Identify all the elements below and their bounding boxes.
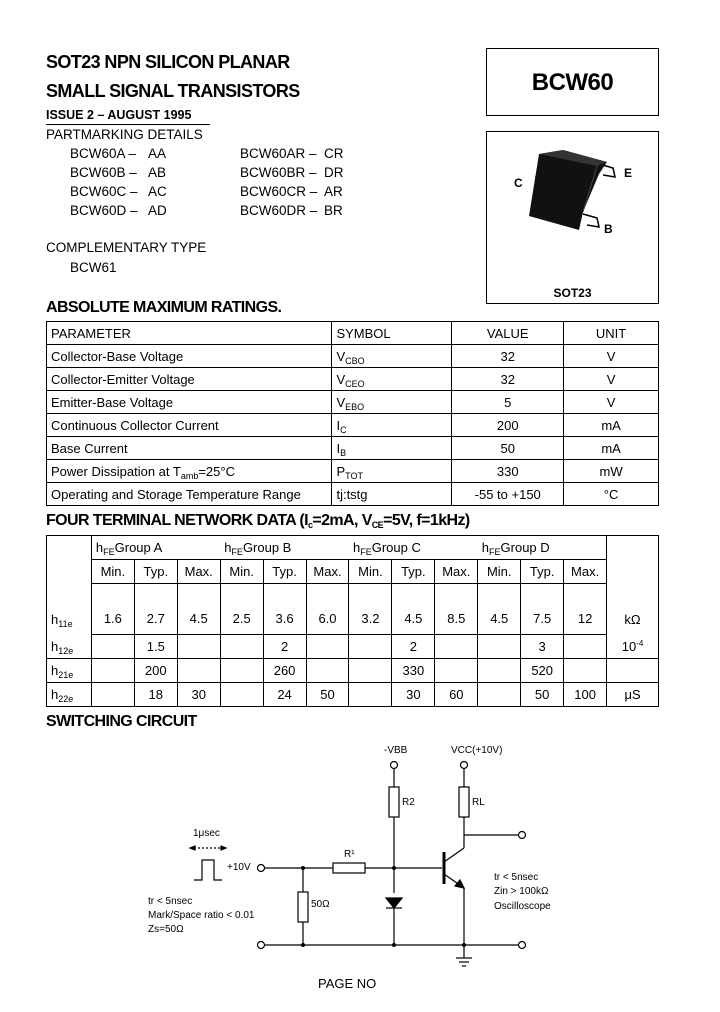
partmark-code: AB xyxy=(148,165,167,180)
page-number: PAGE NO xyxy=(318,976,377,991)
value-cell: 60 xyxy=(435,683,478,707)
note-line: tr < 5nsec xyxy=(494,872,539,883)
value-cell: 32 xyxy=(452,345,564,368)
param-cell xyxy=(47,635,92,659)
value-cell: 50 xyxy=(521,683,564,707)
partmark-part: BCW60D – xyxy=(70,203,138,218)
value-cell: 2 xyxy=(392,635,435,659)
group-label: Group B xyxy=(242,540,292,555)
table-row xyxy=(47,635,659,659)
ratings-heading: ABSOLUTE MAXIMUM RATINGS. xyxy=(46,299,282,316)
param-cell xyxy=(47,659,92,683)
value-cell: 2 xyxy=(263,635,306,659)
value-cell xyxy=(177,635,220,659)
value-cell: 5 xyxy=(452,391,564,414)
symbol-main: I xyxy=(336,440,341,456)
param-cell xyxy=(47,460,332,483)
group-sub: FE xyxy=(489,547,501,557)
issue-underline xyxy=(46,124,210,125)
unit-main: kΩ xyxy=(624,611,641,627)
pulse-width-label: 1μsec xyxy=(193,828,220,839)
partmark-part: BCW60B – xyxy=(70,165,137,180)
value-cell: 4.5 xyxy=(177,584,220,635)
table-row xyxy=(47,437,659,460)
value-cell xyxy=(564,659,607,683)
group-label: Group A xyxy=(114,540,163,555)
symbol-sub: B xyxy=(340,447,347,458)
unit-main: 10 xyxy=(621,638,637,654)
value-cell xyxy=(478,659,521,683)
heading-part-b: =2mA, V xyxy=(312,512,372,529)
param-cell: Base Current xyxy=(47,437,332,460)
param-h: h xyxy=(51,687,59,702)
param-h: h xyxy=(51,638,59,654)
heading-part-c: =5V, f=1kHz) xyxy=(383,512,470,529)
typ-label: Typ. xyxy=(521,560,564,584)
input-voltage-label: +10V xyxy=(227,862,251,873)
param-cell: Collector-Base Voltage xyxy=(47,345,332,368)
symbol-main: I xyxy=(336,417,341,433)
symbol-sub: C xyxy=(340,424,347,435)
value-cell: 3.2 xyxy=(349,584,392,635)
value-cell xyxy=(220,635,263,659)
value-cell: 30 xyxy=(392,683,435,707)
value-cell xyxy=(91,659,134,683)
value-cell: 32 xyxy=(452,368,564,391)
value-cell: 4.5 xyxy=(392,584,435,635)
group-h: h xyxy=(481,540,490,555)
heading-sub-ce: CE xyxy=(371,520,384,530)
value-cell: 200 xyxy=(452,414,564,437)
symbol-sub: EBO xyxy=(345,401,365,412)
param-sub: amb xyxy=(180,470,199,481)
complementary-heading: COMPLEMENTARY TYPE xyxy=(46,240,207,255)
note-line: Oscilloscope xyxy=(494,901,551,912)
value-cell: -55 to +150 xyxy=(452,483,564,506)
table-row xyxy=(47,368,659,391)
unit-cell xyxy=(607,635,659,659)
partmark-code: CR xyxy=(324,146,344,161)
col-header-value: VALUE xyxy=(452,322,564,345)
symbol-cell xyxy=(332,483,452,506)
part-number: BCW60 xyxy=(531,69,614,96)
unit-cell: V xyxy=(564,368,659,391)
value-cell xyxy=(435,659,478,683)
value-cell: 12 xyxy=(564,584,607,635)
complementary-value: BCW61 xyxy=(70,260,117,275)
pin-c-label: C xyxy=(514,176,523,190)
title-line1: SOT23 NPN SILICON PLANAR xyxy=(46,52,290,72)
group-h: h xyxy=(95,540,104,555)
unit-sup: -4 xyxy=(636,638,644,648)
pin-b-label: B xyxy=(604,222,613,236)
typ-label: Typ. xyxy=(263,560,306,584)
symbol-sub: CBO xyxy=(345,355,365,366)
issue-date: ISSUE 2 – AUGUST 1995 xyxy=(46,108,192,122)
value-cell: 330 xyxy=(392,659,435,683)
min-label: Min. xyxy=(91,560,134,584)
group-sub: FE xyxy=(103,547,115,557)
value-cell xyxy=(478,635,521,659)
max-label: Max. xyxy=(306,560,349,584)
value-cell xyxy=(349,659,392,683)
minmax-header-row xyxy=(47,560,659,584)
param-cell xyxy=(47,584,92,635)
value-cell xyxy=(177,659,220,683)
col-header-parameter: PARAMETER xyxy=(47,322,332,345)
vbb-label: -VBB xyxy=(384,745,408,756)
value-cell: 18 xyxy=(134,683,177,707)
value-cell xyxy=(349,683,392,707)
param-main: Power Dissipation at T xyxy=(51,463,181,479)
max-label: Max. xyxy=(564,560,607,584)
value-cell: 260 xyxy=(263,659,306,683)
col-header-unit: UNIT xyxy=(564,322,659,345)
unit-cell: V xyxy=(564,391,659,414)
value-cell: 100 xyxy=(564,683,607,707)
table-row xyxy=(47,391,659,414)
sot23-package-drawing xyxy=(487,132,657,302)
partmark-code: AR xyxy=(324,184,343,199)
note-line: Zs=50Ω xyxy=(148,924,184,935)
unit-main: μS xyxy=(624,687,641,702)
value-cell: 2.5 xyxy=(220,584,263,635)
unit-cell xyxy=(607,584,659,635)
table-row xyxy=(47,584,659,635)
symbol-main: V xyxy=(336,348,346,364)
note-line: Mark/Space ratio < 0.01 xyxy=(148,910,255,921)
group-sub: FE xyxy=(231,547,243,557)
unit-cell: mW xyxy=(564,460,659,483)
partmark-part: BCW60BR – xyxy=(240,165,317,180)
ratings-header-row xyxy=(47,322,659,345)
unit-cell: mA xyxy=(564,414,659,437)
value-cell xyxy=(349,635,392,659)
group-h: h xyxy=(352,540,361,555)
param-cell: Operating and Storage Temperature Range xyxy=(47,483,332,506)
table-row xyxy=(47,659,659,683)
rl-label: RL xyxy=(472,797,485,808)
r1-label: R¹ xyxy=(344,849,355,860)
param-sub: 22e xyxy=(58,694,74,704)
typ-label: Typ. xyxy=(134,560,177,584)
value-cell: 8.5 xyxy=(435,584,478,635)
corner-cell xyxy=(47,560,92,584)
value-cell xyxy=(306,635,349,659)
group-sub: FE xyxy=(360,547,372,557)
four-terminal-heading xyxy=(46,512,470,530)
title-line2: SMALL SIGNAL TRANSISTORS xyxy=(46,81,300,101)
partmark-code: AD xyxy=(148,203,167,218)
value-cell xyxy=(220,659,263,683)
value-cell: 3 xyxy=(521,635,564,659)
value-cell: 520 xyxy=(521,659,564,683)
group-label: Group C xyxy=(371,540,421,555)
group-b-header xyxy=(220,536,349,560)
partmark-code: AA xyxy=(148,146,167,161)
partmark-part: BCW60CR – xyxy=(240,184,318,199)
value-cell: 3.6 xyxy=(263,584,306,635)
value-cell xyxy=(220,683,263,707)
note-line: tr < 5nsec xyxy=(148,896,193,907)
group-label: Group D xyxy=(500,540,550,555)
partmark-code: DR xyxy=(324,165,344,180)
typ-label: Typ. xyxy=(392,560,435,584)
symbol-cell xyxy=(332,368,452,391)
r50-label: 50Ω xyxy=(311,899,330,910)
value-cell: 4.5 xyxy=(478,584,521,635)
symbol-main: V xyxy=(336,371,346,387)
r2-label: R2 xyxy=(402,797,415,808)
value-cell xyxy=(435,635,478,659)
max-label: Max. xyxy=(177,560,220,584)
unit-cell xyxy=(607,683,659,707)
value-cell: 24 xyxy=(263,683,306,707)
value-cell: 2.7 xyxy=(134,584,177,635)
table-row xyxy=(47,483,659,506)
partmarking-heading: PARTMARKING DETAILS xyxy=(46,127,203,142)
partmark-part: BCW60A – xyxy=(70,146,137,161)
unit-cell xyxy=(607,659,659,683)
four-terminal-table xyxy=(46,535,659,707)
param-sub: 11e xyxy=(58,618,73,629)
corner-cell xyxy=(47,536,92,560)
param-h: h xyxy=(51,663,59,678)
unit-header xyxy=(607,536,659,560)
value-cell xyxy=(91,635,134,659)
symbol-cell xyxy=(332,414,452,437)
table-row xyxy=(47,683,659,707)
value-cell: 1.6 xyxy=(91,584,134,635)
pin-e-label: E xyxy=(624,166,633,180)
symbol-sub: CEO xyxy=(345,378,365,389)
partmark-part: BCW60AR – xyxy=(240,146,317,161)
unit-cell: °C xyxy=(564,483,659,506)
switching-heading: SWITCHING CIRCUIT xyxy=(46,713,197,730)
symbol-cell xyxy=(332,391,452,414)
symbol-cell xyxy=(332,460,452,483)
table-row xyxy=(47,414,659,437)
heading-sub-c: c xyxy=(307,520,313,530)
param-cell: Collector-Emitter Voltage xyxy=(47,368,332,391)
min-label: Min. xyxy=(220,560,263,584)
group-header-row xyxy=(47,536,659,560)
col-header-symbol: SYMBOL xyxy=(332,322,452,345)
value-cell: 330 xyxy=(452,460,564,483)
symbol-sub: TOT xyxy=(345,470,363,481)
symbol-cell xyxy=(332,345,452,368)
param-cell xyxy=(47,683,92,707)
heading-part-a: FOUR TERMINAL NETWORK DATA (I xyxy=(46,512,308,529)
min-label: Min. xyxy=(349,560,392,584)
table-row xyxy=(47,460,659,483)
part-number-box xyxy=(486,48,659,116)
table-row xyxy=(47,345,659,368)
ratings-table xyxy=(46,321,659,506)
min-label: Min. xyxy=(478,560,521,584)
value-cell xyxy=(478,683,521,707)
vcc-label: VCC(+10V) xyxy=(451,745,503,756)
group-a-header xyxy=(91,536,220,560)
group-c-header xyxy=(349,536,478,560)
unit-cell: V xyxy=(564,345,659,368)
value-cell: 30 xyxy=(177,683,220,707)
max-label: Max. xyxy=(435,560,478,584)
symbol-main: tj:tstg xyxy=(336,486,368,502)
note-line: Zin > 100kΩ xyxy=(494,886,549,897)
unit-cell xyxy=(607,560,659,584)
param-sub: 12e xyxy=(58,645,74,656)
group-h: h xyxy=(224,540,232,555)
group-d-header xyxy=(478,536,607,560)
value-cell: 1.5 xyxy=(134,635,177,659)
partmark-code: AC xyxy=(148,184,167,199)
param-tail: =25°C xyxy=(198,463,235,479)
param-sub: 21e xyxy=(58,670,74,680)
param-h: h xyxy=(51,611,59,627)
symbol-main: V xyxy=(336,394,346,410)
value-cell: 200 xyxy=(134,659,177,683)
value-cell xyxy=(306,659,349,683)
param-cell: Emitter-Base Voltage xyxy=(47,391,332,414)
partmark-part: BCW60C – xyxy=(70,184,138,199)
value-cell xyxy=(564,635,607,659)
package-box xyxy=(486,131,659,304)
value-cell: 50 xyxy=(452,437,564,460)
symbol-main: P xyxy=(336,463,346,479)
package-name: SOT23 xyxy=(553,286,592,300)
unit-cell: mA xyxy=(564,437,659,460)
value-cell xyxy=(91,683,134,707)
value-cell: 7.5 xyxy=(521,584,564,635)
param-cell: Continuous Collector Current xyxy=(47,414,332,437)
value-cell: 6.0 xyxy=(306,584,349,635)
partmark-code: BR xyxy=(324,203,343,218)
partmark-part: BCW60DR – xyxy=(240,203,318,218)
symbol-cell xyxy=(332,437,452,460)
value-cell: 50 xyxy=(306,683,349,707)
